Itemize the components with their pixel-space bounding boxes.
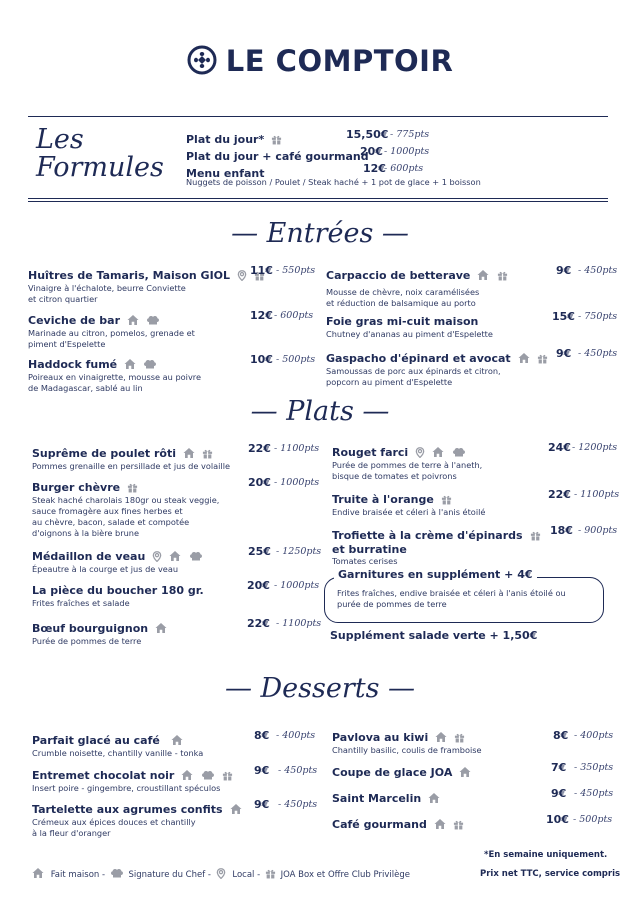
formule-row: Plat du jour* 15,50€ - 775pts	[186, 128, 430, 146]
dessert-item: Parfait glacé au café 8€ - 400pts Crumble noisette, chantilly vanille - tonka	[32, 729, 316, 758]
house-icon	[171, 734, 183, 746]
plat-item: Truite à l'orange 22€ - 1100pts Endive braisée et céleri à l'anis étoilé	[332, 488, 620, 517]
plats-title: — Plats —	[250, 396, 390, 427]
house-icon	[155, 622, 167, 634]
dessert-item: Pavlova au kiwi 8€ - 400pts Chantilly basilic, coulis de framboise	[332, 729, 614, 755]
house-icon	[428, 792, 440, 804]
house-icon	[459, 766, 471, 778]
house-icon	[230, 803, 242, 815]
house-icon	[435, 731, 447, 743]
house-icon	[477, 269, 489, 281]
gift-icon	[441, 494, 452, 505]
supplement-salade: Supplément salade verte + 1,50€	[330, 629, 538, 642]
formules-top-rule	[28, 116, 608, 117]
brand-logo-icon	[187, 45, 217, 75]
entree-item: Huîtres de Tamaris, Maison GIOL 11€ - 550pts Vinaigre à l'échalote, beurre Conviette et citron quartier	[28, 264, 316, 304]
location-pin-icon	[415, 447, 425, 458]
gift-icon	[271, 134, 282, 145]
formules-bottom-rule-1	[28, 198, 608, 199]
formules-title: Les Formules	[36, 124, 164, 183]
gift-icon	[265, 868, 276, 879]
house-icon	[183, 447, 195, 459]
formule-row: Menu enfant 12€ - 600pts	[186, 162, 424, 180]
house-icon	[124, 358, 136, 370]
garnitures-title: Garnitures en supplément + 4€	[334, 568, 537, 581]
gift-icon	[222, 770, 233, 781]
dessert-item: Café gourmand 10€ - 500pts	[332, 813, 613, 831]
entree-item: Carpaccio de betterave 9€ - 450pts Mousse de chèvre, noix caramélisées et réduction de balsamique au porto	[326, 264, 618, 308]
entree-item: Haddock fumé 10€ - 500pts Poireaux en vinaigrette, mousse au poivre de Madagascar, sablé au lin	[28, 353, 316, 393]
dessert-item: Saint Marcelin 9€ - 450pts	[332, 787, 614, 805]
house-icon	[169, 550, 181, 562]
dessert-item: Entremet chocolat noir 9€ - 450pts Insert poire - gingembre, croustillant spéculos	[32, 764, 318, 793]
house-icon	[127, 314, 139, 326]
chef-hat-icon	[189, 550, 203, 562]
note-prix: Prix net TTC, service compris	[480, 869, 621, 879]
brand-header	[0, 44, 640, 78]
location-pin-icon	[237, 270, 247, 281]
dessert-item: Tartelette aux agrumes confits 9€ - 450pts Crémeux aux épices douces et chantilly à la fleur d'oranger	[32, 798, 318, 838]
chef-hat-icon	[146, 314, 160, 326]
menu-enfant-desc: Nuggets de poisson / Poulet / Steak haché + 1 pot de glace + 1 boisson	[186, 177, 481, 187]
icon-legend: Fait maison - Signature du Chef - Local - JOA Box et Offre Club Privilège	[32, 867, 410, 880]
plat-item: Rouget farci 24€ - 1200pts Purée de pommes de terre à l'aneth, bisque de tomates et poivrons	[332, 441, 618, 481]
plat-item: Trofiette à la crème d'épinards et burratine 18€ - 900pts Tomates cerises	[332, 524, 618, 566]
entree-item: Ceviche de bar 12€ - 600pts Marinade au citron, pomelos, grenade et piment d'Espelette	[28, 309, 314, 349]
chef-hat-icon	[452, 446, 466, 458]
entree-item: Gaspacho d'épinard et avocat 9€ - 450pts Samoussas de porc aux épinards et citron, popcorn au piment d'Espelette	[326, 347, 618, 387]
entree-item: Foie gras mi-cuit maison 15€ - 750pts Chutney d'ananas au piment d'Espelette	[326, 310, 618, 339]
gift-icon	[497, 270, 508, 281]
location-pin-icon	[152, 551, 162, 562]
plat-item: Médaillon de veau 25€ - 1250pts Épeautre à la courge et jus de veau	[32, 545, 322, 574]
gift-icon	[454, 732, 465, 743]
chef-hat-icon	[110, 867, 124, 879]
plat-item: Suprême de poulet rôti 22€ - 1100pts Pommes grenaille en persillade et jus de volaille	[32, 442, 320, 471]
brand-name: LE COMPTOIR	[225, 44, 454, 78]
entrees-title: — Entrées —	[231, 218, 409, 249]
gift-icon	[453, 819, 464, 830]
house-icon	[181, 769, 193, 781]
desserts-title: — Desserts —	[224, 673, 416, 704]
gift-icon	[530, 530, 541, 541]
house-icon	[32, 867, 44, 879]
plat-item: Burger chèvre 20€ - 1000pts Steak haché charolais 180gr ou steak veggie, sauce fromagère aux fines herbes et au chèvre, bacon, salade et compotée d'oignons à la bière brune	[32, 476, 320, 538]
plat-item: Bœuf bourguignon 22€ - 1100pts Purée de pommes de terre	[32, 617, 322, 646]
chef-hat-icon	[143, 358, 157, 370]
formules-list	[186, 128, 606, 188]
formules-bottom-rule-2	[28, 201, 608, 202]
house-icon	[432, 446, 444, 458]
house-icon	[434, 818, 446, 830]
chef-hat-icon	[201, 769, 215, 781]
gift-icon	[127, 482, 138, 493]
gift-icon	[202, 448, 213, 459]
plat-item: La pièce du boucher 180 gr. 20€ - 1000pts Frites fraîches et salade	[32, 579, 320, 608]
gift-icon	[537, 353, 548, 364]
house-icon	[518, 352, 530, 364]
location-pin-icon	[216, 868, 226, 879]
garnitures-text: Frites fraîches, endive braisée et céleri à l'anis étoilé ou purée de pommes de terre	[337, 588, 566, 609]
formule-row: Plat du jour + café gourmand 20€ - 1000pts	[186, 145, 430, 163]
dessert-item: Coupe de glace JOA 7€ - 350pts	[332, 761, 614, 779]
note-semaine: *En semaine uniquement.	[484, 850, 608, 860]
